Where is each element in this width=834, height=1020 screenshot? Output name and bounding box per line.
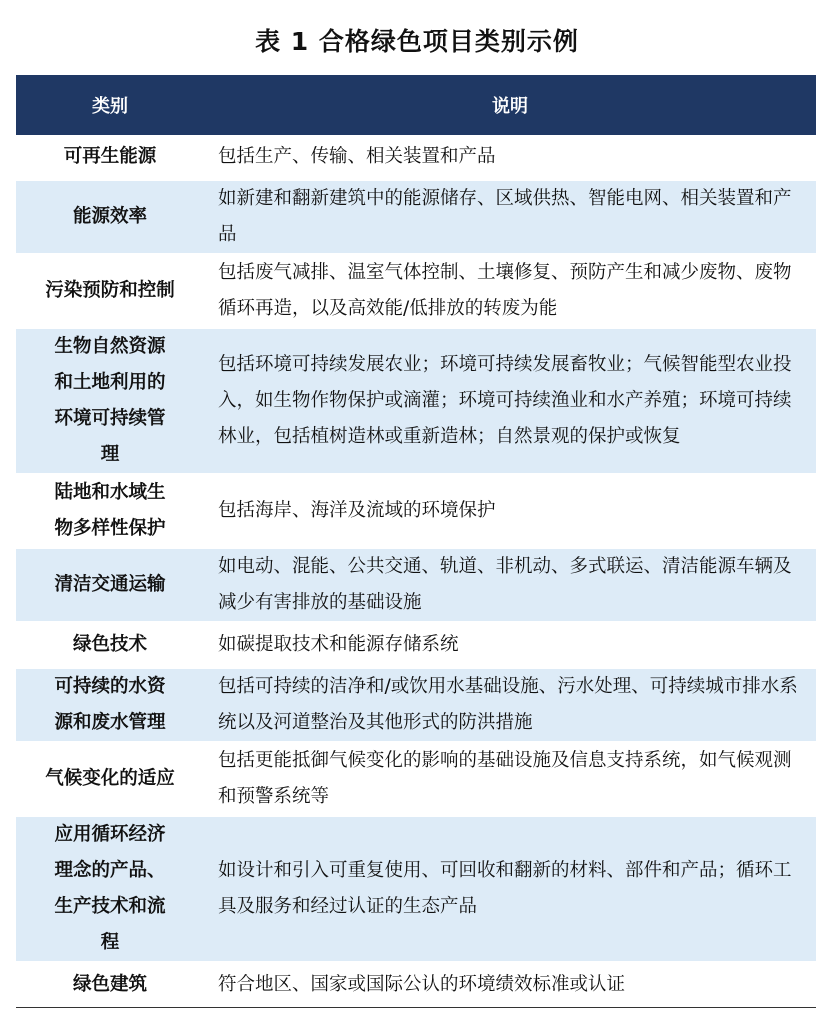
row-description: 包括废气减排、温室气体控制、土壤修复、预防产生和减少废物、废物循环再造，以及高效能/低排放的转废为能 bbox=[204, 254, 816, 328]
row-category: 可再生能源 bbox=[16, 135, 204, 180]
table-row bbox=[16, 668, 816, 742]
row-category: 能源效率 bbox=[16, 180, 204, 254]
row-description: 包括可持续的洁净和/或饮用水基础设施、污水处理、可持续城市排水系统以及河道整治及其他形式的防洪措施 bbox=[204, 668, 816, 742]
row-description: 包括生产、传输、相关装置和产品 bbox=[204, 135, 816, 180]
row-category: 绿色建筑 bbox=[16, 962, 204, 1008]
row-description: 如电动、混能、公共交通、轨道、非机动、多式联运、清洁能源车辆及减少有害排放的基础设施 bbox=[204, 548, 816, 622]
table-row bbox=[16, 962, 816, 1008]
row-category: 清洁交通运输 bbox=[16, 548, 204, 622]
row-description: 如碳提取技术和能源存储系统 bbox=[204, 622, 816, 668]
header-category: 类别 bbox=[16, 75, 204, 135]
row-category: 生物自然资源和土地利用的环境可持续管理 bbox=[16, 328, 204, 474]
row-description: 包括海岸、海洋及流域的环境保护 bbox=[204, 474, 816, 548]
row-category: 应用循环经济理念的产品、生产技术和流程 bbox=[16, 816, 204, 962]
row-description: 如设计和引入可重复使用、可回收和翻新的材料、部件和产品；循环工具及服务和经过认证的生态产品 bbox=[204, 816, 816, 962]
row-category: 可持续的水资源和废水管理 bbox=[16, 668, 204, 742]
header-description: 说明 bbox=[204, 75, 816, 135]
row-category: 绿色技术 bbox=[16, 622, 204, 668]
table-row bbox=[16, 254, 816, 328]
table-row bbox=[16, 180, 816, 254]
table-row bbox=[16, 548, 816, 622]
table-header-row bbox=[16, 75, 816, 135]
table-row bbox=[16, 742, 816, 816]
row-category: 陆地和水域生物多样性保护 bbox=[16, 474, 204, 548]
row-description: 符合地区、国家或国际公认的环境绩效标准或认证 bbox=[204, 962, 816, 1008]
row-description: 如新建和翻新建筑中的能源储存、区域供热、智能电网、相关装置和产品 bbox=[204, 180, 816, 254]
table-row bbox=[16, 474, 816, 548]
green-project-categories-table bbox=[16, 75, 816, 1008]
table-row bbox=[16, 622, 816, 668]
table-title: 表 1 合格绿色项目类别示例 bbox=[255, 27, 579, 56]
row-category: 气候变化的适应 bbox=[16, 742, 204, 816]
table-row bbox=[16, 816, 816, 962]
table-row bbox=[16, 328, 816, 474]
table-row bbox=[16, 135, 816, 180]
row-description: 包括更能抵御气候变化的影响的基础设施及信息支持系统，如气候观测和预警系统等 bbox=[204, 742, 816, 816]
row-description: 包括环境可持续发展农业；环境可持续发展畜牧业；气候智能型农业投入，如生物作物保护或滴灌；环境可持续渔业和水产养殖；环境可持续林业，包括植树造林或重新造林；自然景观的保护或恢复 bbox=[204, 328, 816, 474]
row-category: 污染预防和控制 bbox=[16, 254, 204, 328]
